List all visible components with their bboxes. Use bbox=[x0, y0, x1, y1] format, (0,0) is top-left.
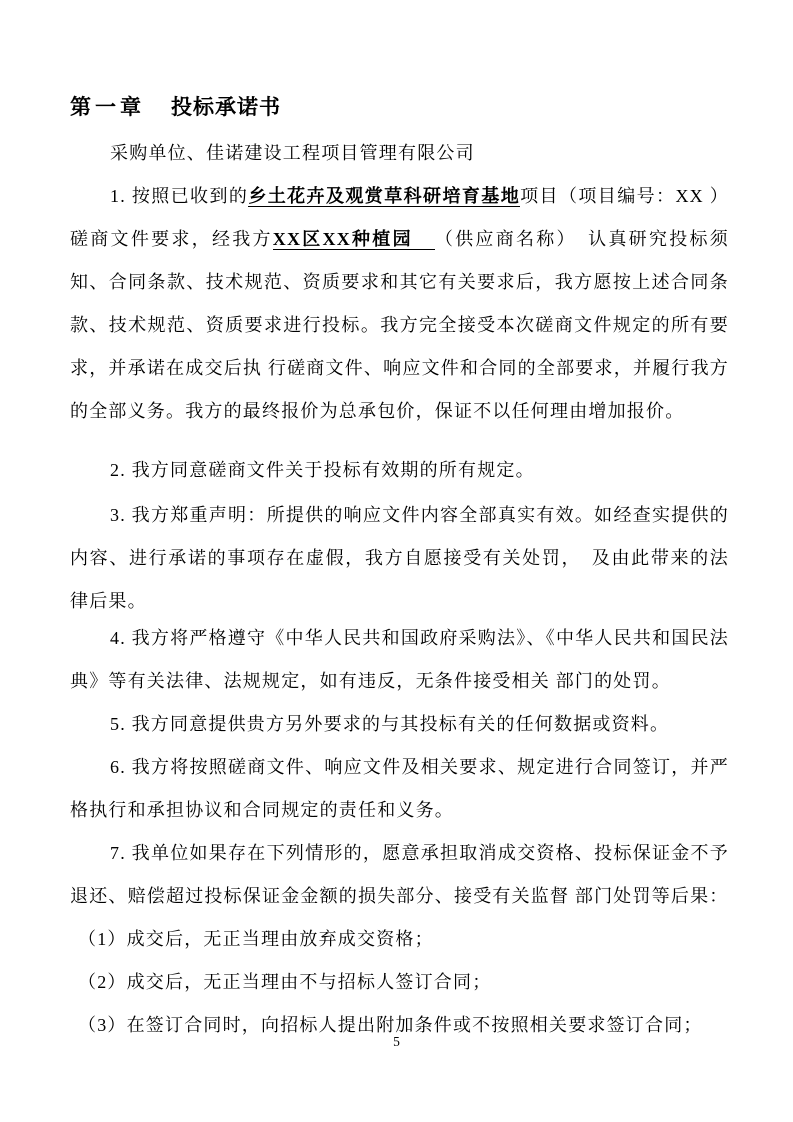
project-name-underlined: 乡土花卉及观赏草科研培育基地 bbox=[248, 186, 521, 206]
list-item-1: （1）成交后，无正当理由放弃成交资格； bbox=[78, 929, 434, 949]
paragraph-1-mid: 项目（项目编号：XX ）磋商文件要求，经我方 bbox=[70, 186, 729, 249]
list-item-2: （2）成交后，无正当理由不与招标人签订合同； bbox=[78, 972, 492, 992]
paragraph-3: 3. 我方郑重声明：所提供的响应文件内容全部真实有效。如经查实提供的内容、进行承诺的事项存在虚假，我方自愿接受有关处罚， 及由此带来的法律后果。 bbox=[70, 505, 729, 611]
page-number: 5 bbox=[393, 1034, 400, 1049]
paragraph-7: 7. 我单位如果存在下列情形的，愿意承担取消成交资格、投标保证金不予退还、赔偿超过投标保证金金额的损失部分、接受有关监督 部门处罚等后果： bbox=[70, 843, 729, 906]
purchaser-line: 采购单位、佳诺建设工程项目管理有限公司 bbox=[110, 143, 475, 163]
paragraph-2: 2. 我方同意磋商文件关于投标有效期的所有规定。 bbox=[110, 460, 535, 480]
paragraph-1-lead: 1. 按照已收到的 bbox=[110, 186, 249, 206]
chapter-heading bbox=[0, 0, 793, 119]
list-item-3: （3）在签订合同时，向招标人提出附加条件或不按照相关要求签订合同； bbox=[78, 1015, 703, 1035]
chapter-number: 第一章 bbox=[70, 95, 145, 119]
paragraph-4: 4. 我方将严格遵守《中华人民共和国政府采购法》、《中华人民共和国民法典》等有关法律、法规规定，如有违反，无条件接受相关 部门的处罚。 bbox=[70, 628, 729, 691]
document-body bbox=[70, 132, 729, 1047]
paragraph-1 bbox=[70, 175, 729, 433]
paragraph-1-tail: （供应商名称） 认真研究投标须知、合同条款、技术规范、资质要求和其它有关要求后，我方愿按上述合同条款、技术规范、资质要求进行投标。我方完全接受本次磋商文件规定的所有要求，并承诺在成交后执 行磋商文件、响应文件和合同的全部要求，并履行我方的全部义务。我方的最终报价为总承包价，保证不以任何理由增加报价。 bbox=[70, 229, 729, 421]
supplier-name-underlined: XX区XX种植园 bbox=[273, 229, 435, 250]
chapter-title: 投标承诺书 bbox=[171, 95, 281, 119]
paragraph-5: 5. 我方同意提供贵方另外要求的与其投标有关的任何数据或资料。 bbox=[110, 714, 670, 734]
paragraph-6: 6. 我方将按照磋商文件、响应文件及相关要求、规定进行合同签订，并严格执行和承担协议和合同规定的责任和义务。 bbox=[70, 757, 729, 820]
